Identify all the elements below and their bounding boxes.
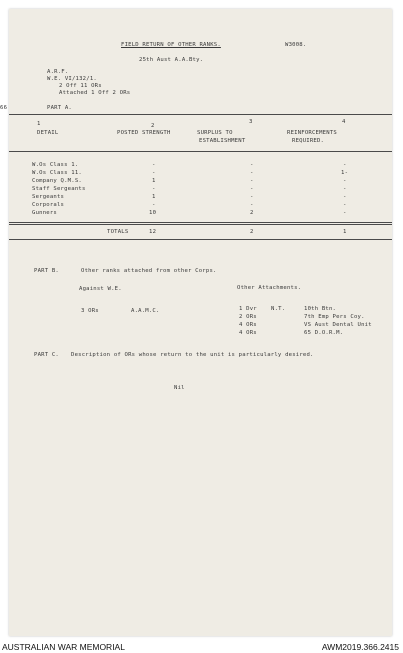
footer-bar — [0, 640, 403, 653]
row-detail: W.Os Class 11. — [32, 170, 82, 176]
row-detail: W.Os Class 1. — [32, 162, 79, 168]
row-posted: - — [152, 162, 156, 168]
totals-reinforcements: 1 — [343, 229, 347, 235]
attachment-count: 4 ORs — [239, 330, 257, 336]
row-reinforcements: - — [343, 178, 347, 184]
header-posted-strength: POSTED STRENGTH — [117, 130, 171, 136]
row-posted: - — [152, 170, 156, 176]
col-number-4: 4 — [342, 119, 346, 125]
row-detail: Sergeants — [32, 194, 65, 200]
row-reinforcements: - — [343, 194, 347, 200]
other-attachments-label: Other Attachments. — [237, 285, 302, 291]
footer-credit: AUSTRALIAN WAR MEMORIAL — [2, 642, 125, 652]
row-detail: Company Q.M.S. — [32, 178, 82, 184]
col-number-3: 3 — [249, 119, 253, 125]
against-unit: A.A.M.C. — [131, 308, 160, 314]
part-c-value: Nil — [174, 385, 185, 391]
row-posted: 10 — [149, 210, 157, 216]
attachment-unit: 65 D.O.R.M. — [304, 330, 344, 336]
row-posted: 1 — [152, 178, 156, 184]
document-sheet — [0, 9, 392, 636]
row-surplus: - — [250, 178, 254, 184]
totals-label: TOTALS — [107, 229, 129, 235]
row-posted: - — [152, 202, 156, 208]
row-detail: Gunners — [32, 210, 57, 216]
attachment-rank: N.T. — [271, 306, 286, 312]
against-count: 3 ORs — [81, 308, 99, 314]
form-number: W3008. — [285, 42, 307, 48]
attachment-unit: VS Aust Dental Unit — [304, 322, 372, 328]
attachment-count: 1 Dvr — [239, 306, 257, 312]
totals-surplus: 2 — [250, 229, 254, 235]
part-a-heading: PART A. — [47, 105, 72, 111]
col-number-1: 1 — [37, 121, 41, 127]
part-b-heading: PART B. — [34, 268, 59, 274]
row-surplus: - — [250, 194, 254, 200]
part-b-text: Other ranks attached from other Corps. — [81, 268, 217, 274]
totals-top-rule — [9, 222, 392, 225]
table-top-rule — [9, 114, 392, 115]
row-reinforcements: - — [343, 162, 347, 168]
ref-line-4: Attached 1 Off 2 ORs — [59, 90, 131, 96]
row-posted: - — [152, 186, 156, 192]
row-detail: Corporals — [32, 202, 65, 208]
header-reinforcements-line2: REQUIRED. — [292, 138, 325, 144]
row-surplus: - — [250, 162, 254, 168]
header-reinforcements-line1: REINFORCEMENTS — [287, 130, 337, 136]
part-c-text: Description of ORs whose return to the unit is particularly desired. — [71, 352, 314, 358]
row-surplus: - — [250, 202, 254, 208]
ref-line-3: 2 Off 11 ORs — [59, 83, 102, 89]
row-detail: Staff Sergeants — [32, 186, 86, 192]
row-surplus: - — [250, 170, 254, 176]
row-reinforcements: - — [343, 186, 347, 192]
header-bottom-rule — [9, 151, 392, 152]
margin-mark: 66 — [0, 105, 8, 111]
header-surplus-line1: SURPLUS TO — [197, 130, 233, 136]
attachment-unit: 7th Emp Pers Coy. — [304, 314, 365, 320]
footer-accession-number: AWM2019.366.2415 — [321, 642, 399, 652]
attachment-count: 2 ORs — [239, 314, 257, 320]
table-bottom-rule — [9, 239, 392, 240]
attachment-count: 4 ORs — [239, 322, 257, 328]
document-title: FIELD RETURN OF OTHER RANKS. — [121, 42, 221, 48]
ref-line-2: W.E. VI/132/1. — [47, 76, 97, 82]
row-reinforcements: - — [343, 202, 347, 208]
attachment-unit: 10th Btn. — [304, 306, 337, 312]
row-surplus: 2 — [250, 210, 254, 216]
row-reinforcements: 1- — [341, 170, 349, 176]
against-we-label: Against W.E. — [79, 286, 122, 292]
row-posted: 1 — [152, 194, 156, 200]
unit-name: 25th Aust A.A.Bty. — [139, 57, 204, 63]
row-surplus: - — [250, 186, 254, 192]
row-reinforcements: - — [343, 210, 347, 216]
ref-line-1: A.R.F. — [47, 69, 69, 75]
totals-posted: 12 — [149, 229, 157, 235]
header-detail: DETAIL — [37, 130, 59, 136]
col-number-2: 2 — [151, 123, 155, 129]
header-surplus-line2: ESTABLISHMENT — [199, 138, 246, 144]
part-c-heading: PART C. — [34, 352, 59, 358]
